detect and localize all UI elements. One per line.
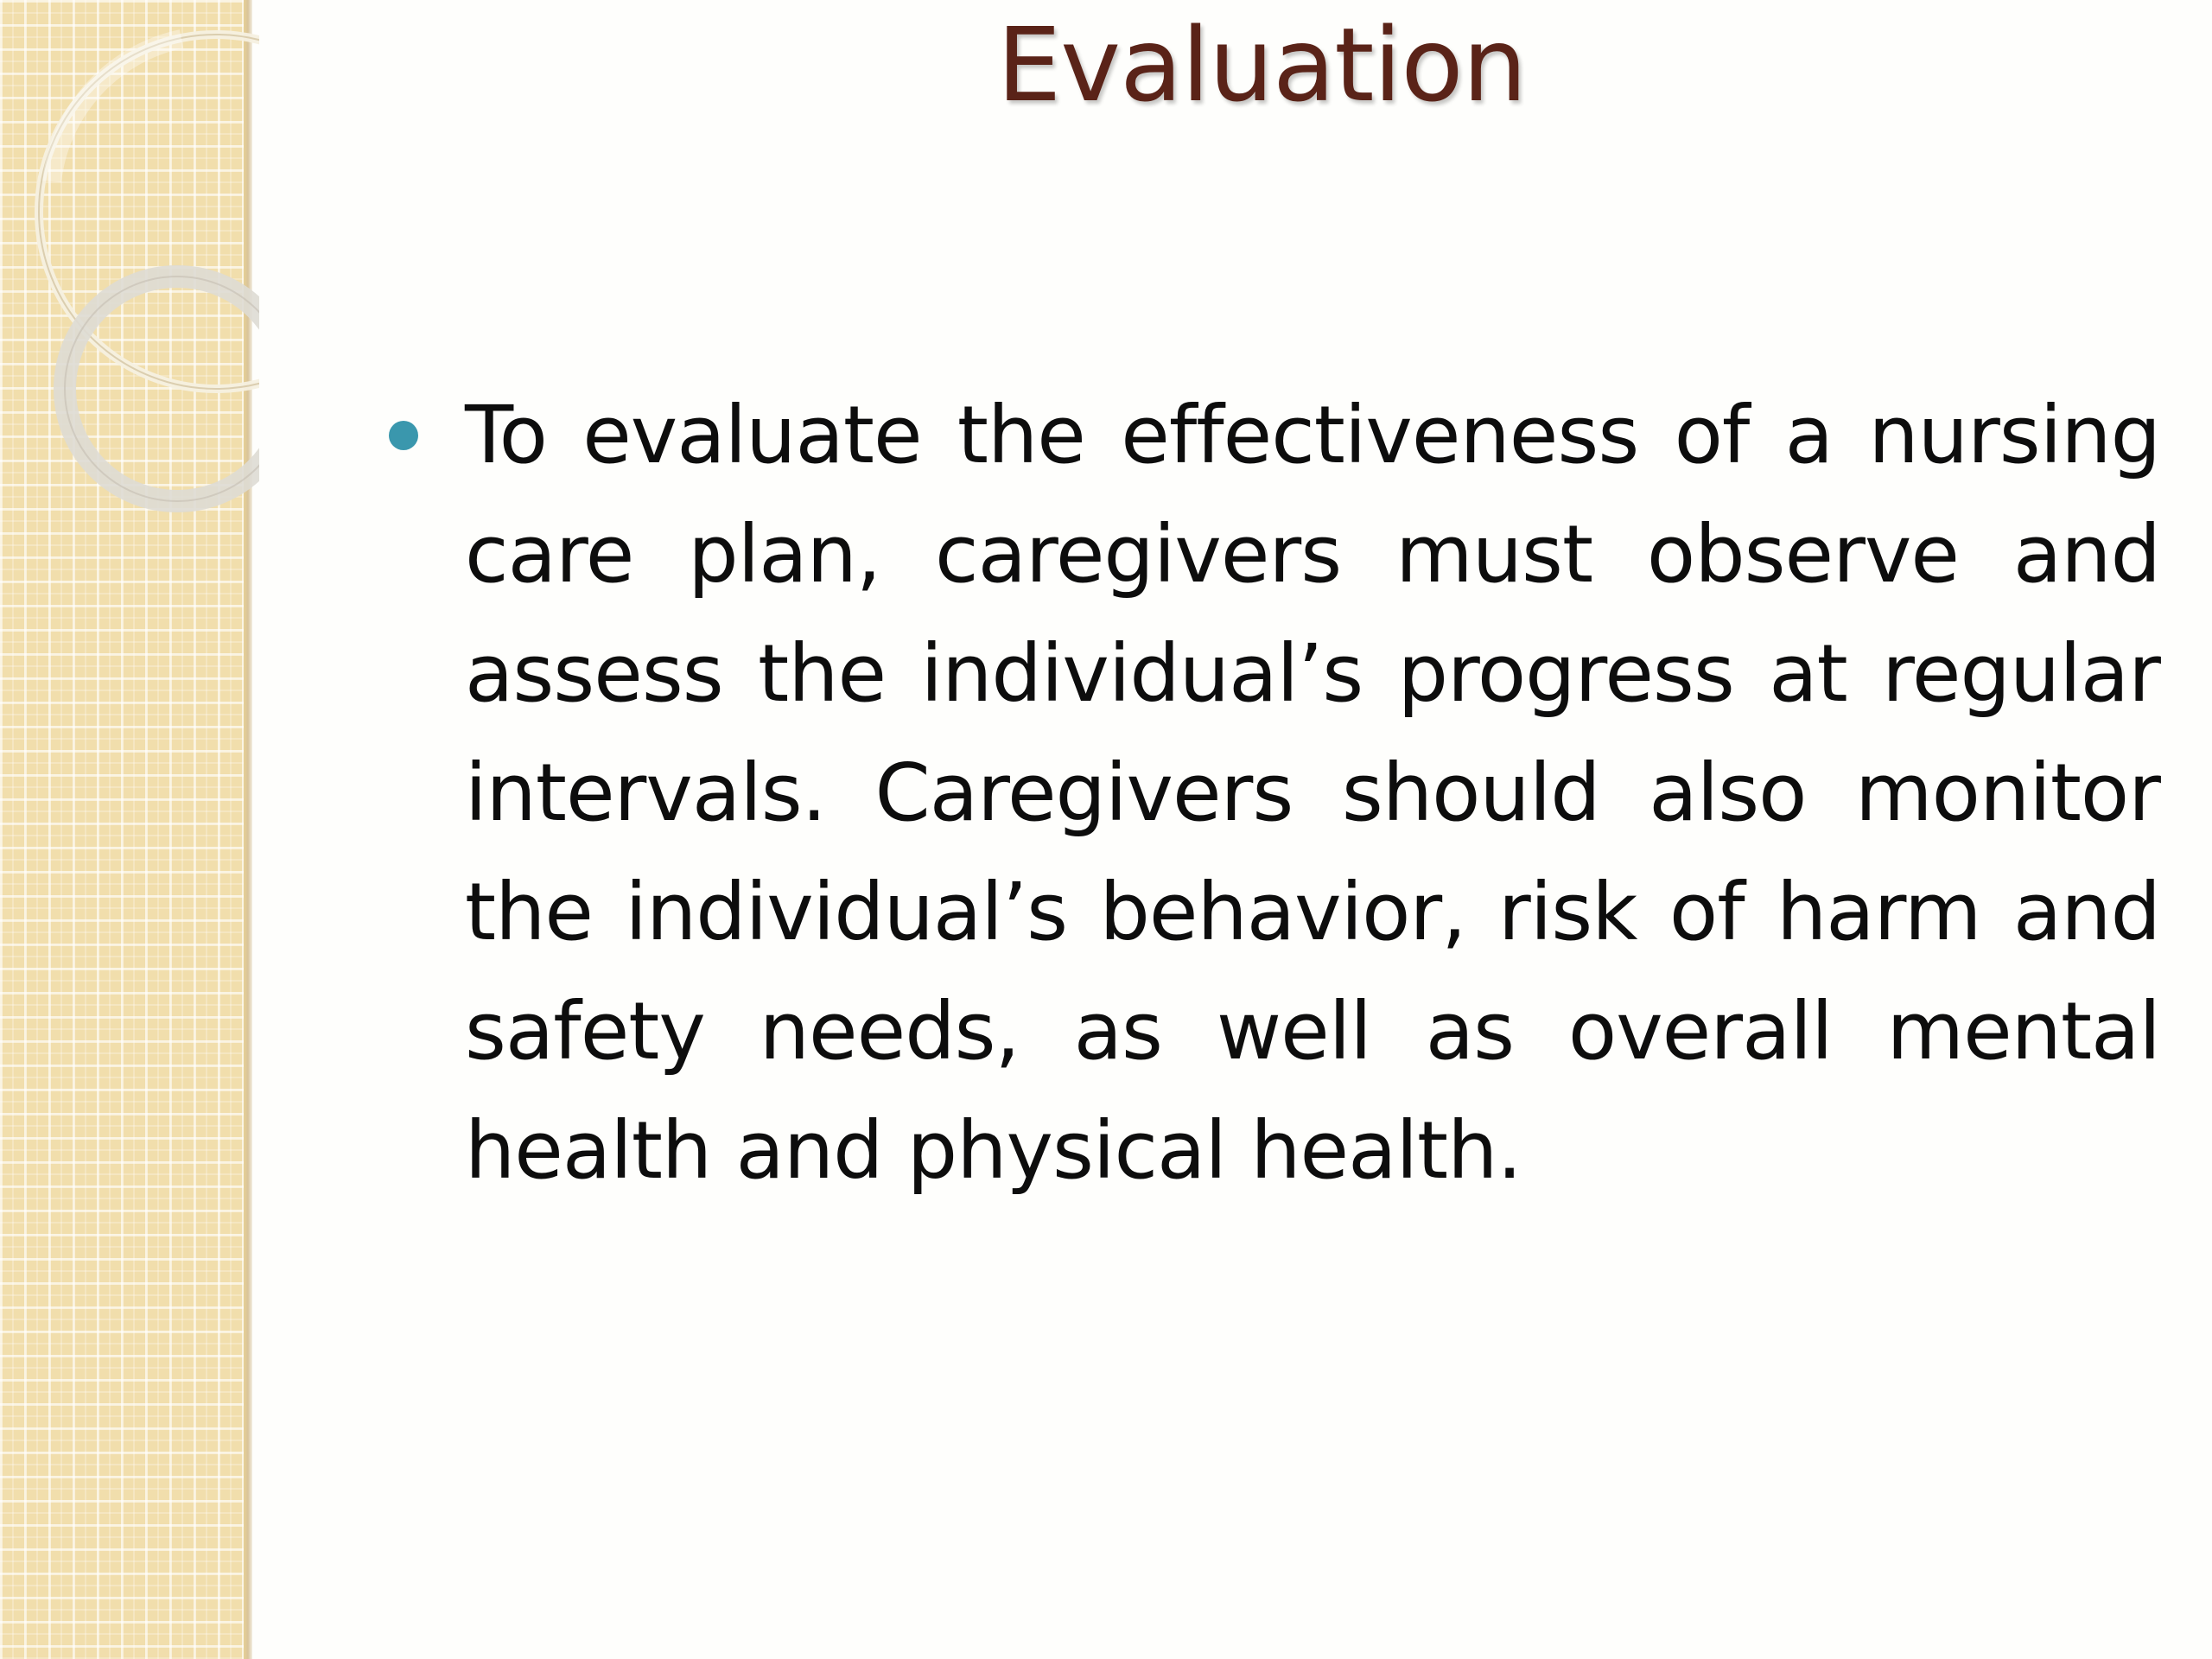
slide-title: Evaluation (996, 5, 1527, 124)
bullet-item (389, 376, 2160, 1211)
slide-body (389, 376, 2160, 1211)
decorative-rings-icon (0, 0, 259, 553)
bullet-dot-icon (389, 421, 418, 450)
bullet-text: To evaluate the effectiveness of a nursing care plan, caregivers must observe and assess the individual’s progress at regular intervals. Caregivers should also monitor the individual’s behavior, risk of harm and safety needs, as well as overall mental health and physical health. (465, 389, 2160, 1197)
